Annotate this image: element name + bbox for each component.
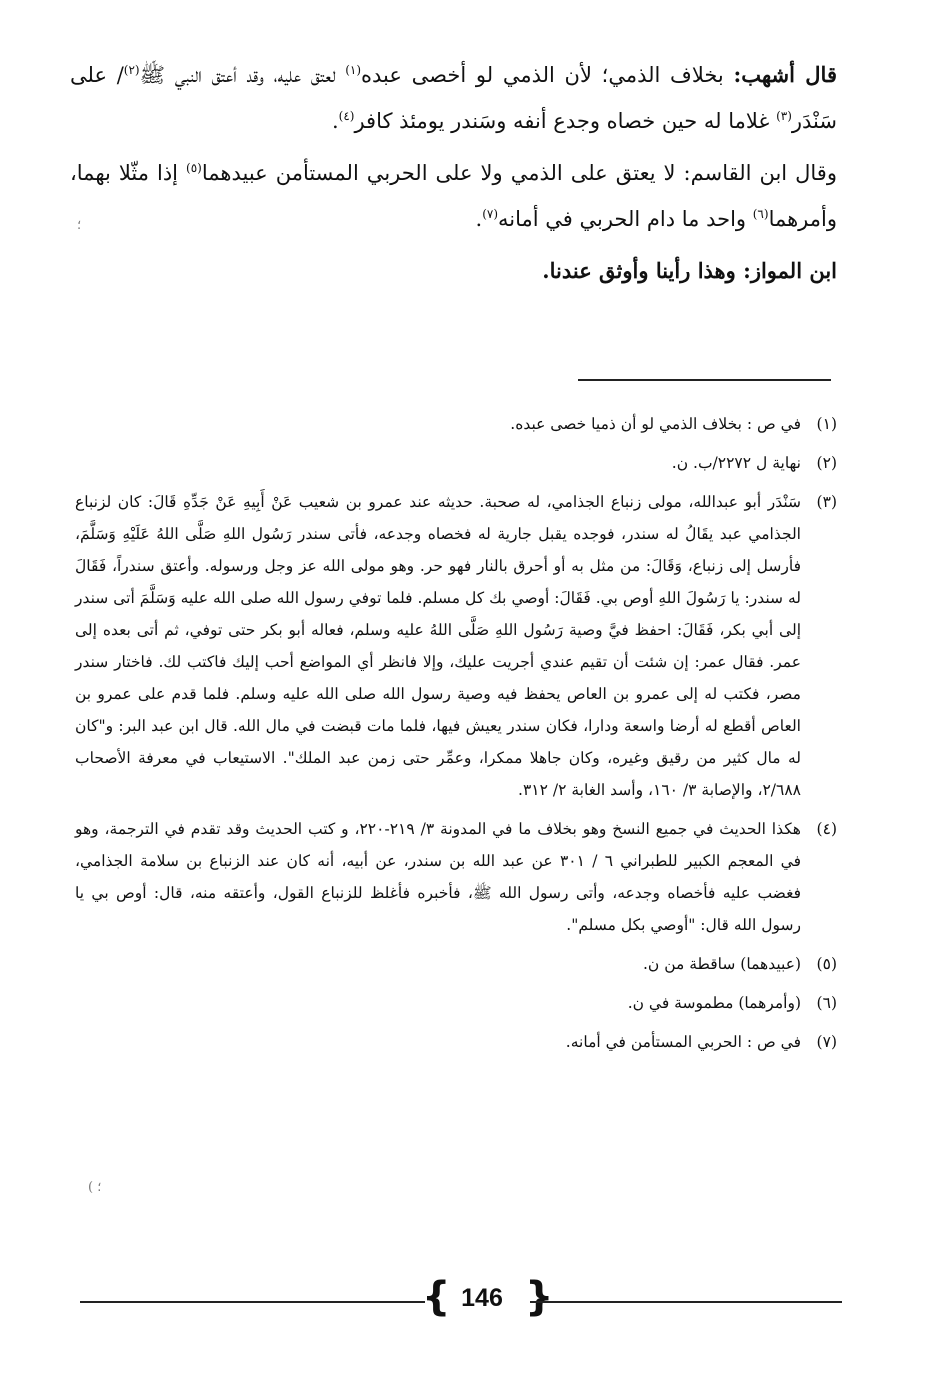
page-footer — [70, 1274, 842, 1330]
footnote-7 — [75, 1026, 837, 1058]
footnote-number: (٧) — [816, 1033, 837, 1051]
footnote-number: (٢) — [816, 454, 837, 472]
footnote-number: (٥) — [816, 955, 837, 973]
footnote-number: (١) — [816, 415, 837, 433]
footnote-text: (وأمرهما) مطموسة في ن. — [627, 994, 801, 1012]
close-brace-ornament: } — [525, 1274, 554, 1320]
footnote-ref[interactable]: (١) — [345, 63, 362, 77]
footer-rule-left — [80, 1301, 425, 1303]
margin-mark: ؛ — [77, 218, 82, 233]
footnote-ref[interactable]: (٥) — [186, 161, 202, 175]
footnote-number: (٤) — [816, 820, 837, 838]
footnote-4 — [75, 813, 837, 941]
footnotes — [75, 408, 837, 1065]
paragraph-ashhab: قال أشهب: بخلاف الذمي؛ لأن الذمي لو أخصى عبده$^{(١)}$ لعتق عليه، وقد أعتق النبي ﷺ$^{(٢)}$/ على سَنْدَر$^{(٣)}$ غلاما له حين خصاه وجدع أنفه وسَندر يومئذ كافر$^{(٤)}$. — [70, 62, 837, 133]
footnote-ref[interactable]: (٢) — [123, 63, 140, 77]
footnote-ref[interactable]: (٧) — [482, 207, 499, 221]
page-number: 146 — [461, 1284, 503, 1312]
footnote-ref[interactable]: (٣) — [776, 109, 792, 123]
footnote-number: (٣) — [816, 493, 837, 511]
paragraph-ibn-al-mawwaz: ابن المواز: وهذا رأينا وأوثق عندنا. — [542, 258, 837, 283]
main-text — [70, 52, 837, 294]
footnote-6 — [75, 987, 837, 1019]
footnote-text: في ص : بخلاف الذمي لو أن ذميا خصى عبده. — [510, 415, 801, 433]
footnote-text: سَنْدَر أبو عبدالله، مولى زنباع الجذامي، له صحبة. حديثه عند عمرو بن شعيب عَنْ أَبِيهِ عَنْ جَدِّهِ قَالَ: كان لزنباع الجذامي عبد يقَالُ له سندر، فوجده يقبل جارية له فخصاه وجدعه، فأتى سندر رَسُول اللهِ صَلَّى اللهُ عَلَيْهِ وَسَلَّمَ، فأرسل إلى زنباع، وَقَالَ: من مثل به أو أحرق بالنار فهو حر. وهو مولى الله عز وجل ورسوله. وأعتق سندراً، فَقَالَ له سندر: يا رَسُولَ اللهِ أوص بي. فَقَالَ: أوصي بك كل مسلم. فلما توفي رسول الله صلى الله عليه وَسَلَّمَ أتى سندر إلى أبي بكر، فَقَالَ: احفظ فيَّ وصية رَسُول اللهِ صَلَّى اللهُ عليه وسلم، فعاله أبو بكر حتى توفي، ثم أتى بعده إلى عمر. فقال عمر: إن شئت أن تقيم عندي أجريت عليك، وإلا فانظر أي المواضع أحب إليك فاكتب لك. فاختار سندر مصر، فكتب له إلى عمرو بن العاص يحفظ فيه وصية رسول الله صلى الله عليه وسلم. فلما قدم على عمرو بن العاص أقطع له أرضا واسعة ودارا، فكان سندر يعيش فيها، فلما مات قبضت في مال الله. قال ابن عبد البر: و"كان له مال كثير من رقيق وغيره، وكان جاهلا ممكرا، وعمِّر حتى زمن عبد الملك". الاستيعاب في معرفة الأصحاب ٢/٦٨٨، والإصابة ٣/ ١٦٠، وأسد الغابة ٢/ ٣١٢. — [75, 493, 801, 799]
footnote-ref[interactable]: (٦) — [752, 207, 769, 221]
footnote-1 — [75, 408, 837, 440]
footnote-text: (عبيدهما) ساقطة من ن. — [642, 955, 801, 973]
footnote-text: هكذا الحديث في جميع النسخ وهو بخلاف ما في المدونة ٣/ ٢١٩-٢٢٠، و كتب الحديث وقد تقدم في الترجمة، وهو في المعجم الكبير للطبراني ٦ / ٣٠١ عن عبد الله بن سندر، عن أبيه، أنه كان عند الزنباع بن سلامة الجذامي، فغضب عليه فأخصاه وجدعه، وأتى رسول الله ﷺ، فأخبره فأغلظ للزنباع القول، وأعتقه منه، قال: أوص بي يا رسول الله قال: "أوصي بكل مسلم". — [75, 820, 801, 934]
footnote-text: نهاية ل ٢٢٧٢/ب. ن. — [671, 454, 801, 472]
footnote-3 — [75, 486, 837, 806]
footnote-separator — [578, 379, 831, 381]
footer-rule-right — [530, 1301, 842, 1303]
margin-mark: ( ؛ — [88, 1180, 102, 1195]
footnote-number: (٦) — [816, 994, 837, 1012]
open-brace-ornament: { — [422, 1274, 451, 1320]
paragraph-ibn-al-qasim: وقال ابن القاسم: لا يعتق على الذمي ولا على الحربي المستأمن عبيدهما$^{(٥)}$ إذا مثّلا بهما، وأمرهما$^{(٦)}$ واحد ما دام الحربي في أمانه$^{(٧)}$. — [70, 161, 837, 231]
footnote-5 — [75, 948, 837, 980]
footnote-text: في ص : الحربي المستأمن في أمانه. — [565, 1033, 801, 1051]
footnote-ref[interactable]: (٤) — [338, 109, 355, 123]
footnote-2 — [75, 447, 837, 479]
